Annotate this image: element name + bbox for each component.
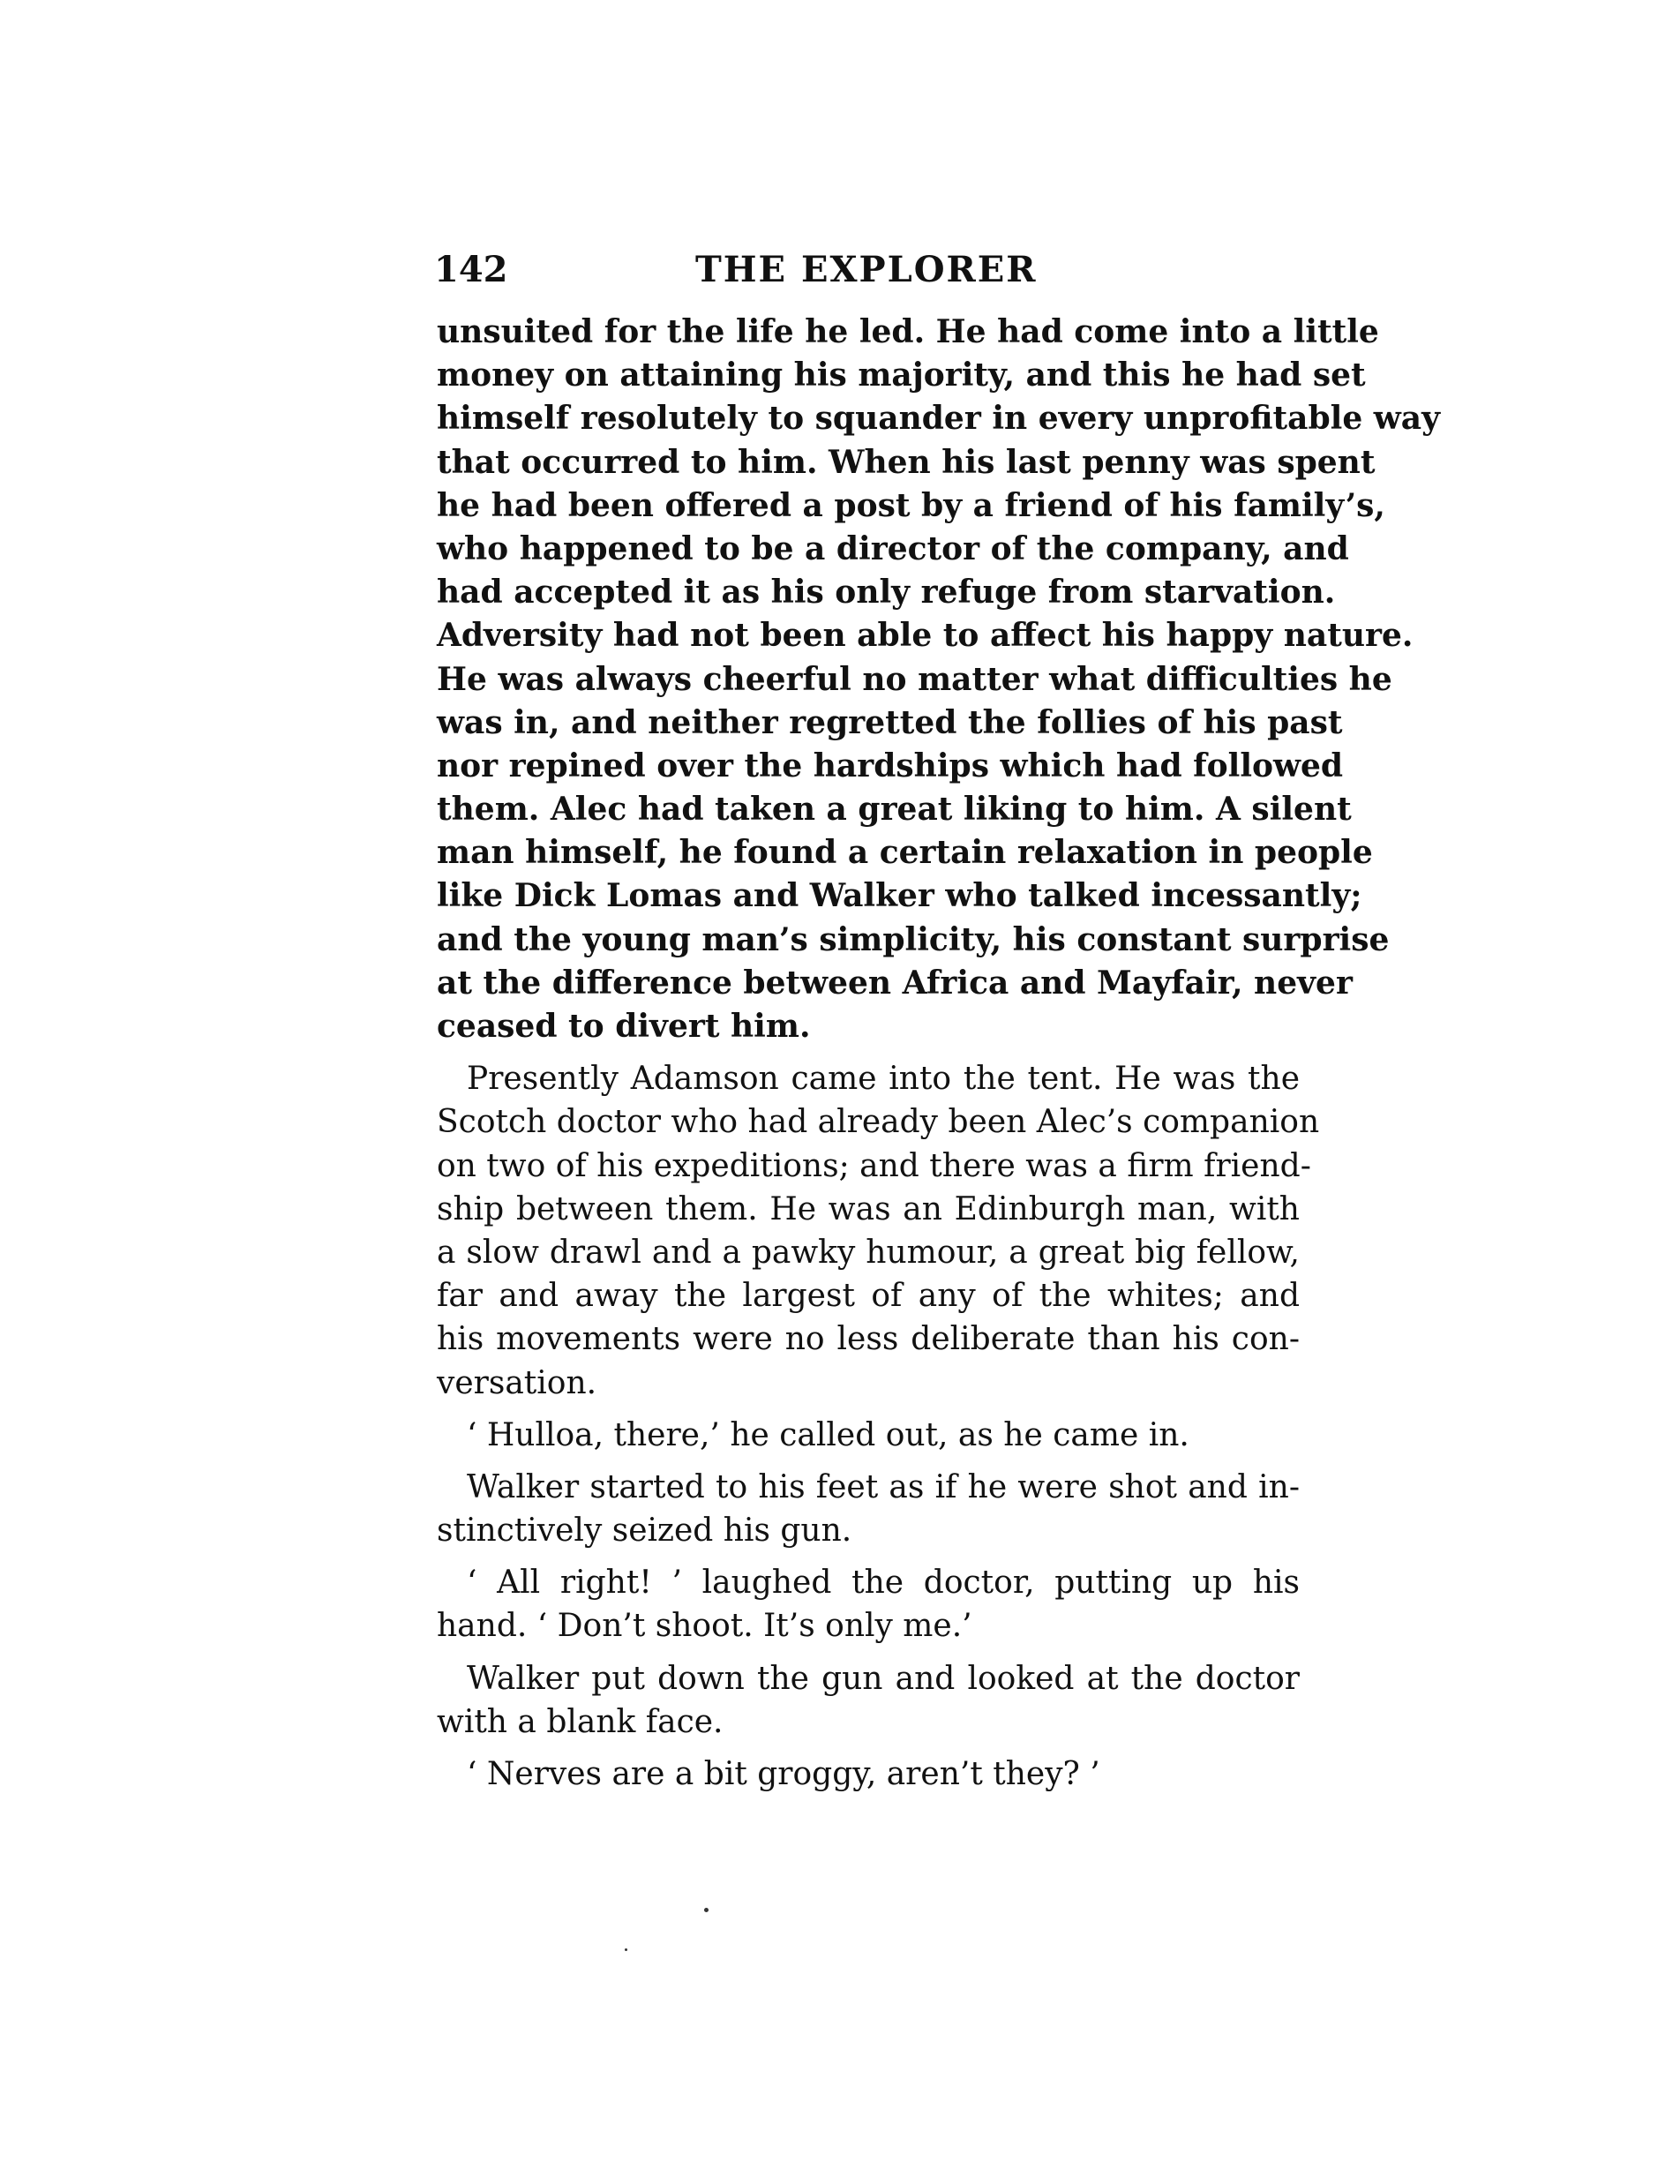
text-line: man himself, he found a certain relaxation in people <box>437 834 1373 872</box>
text-line: Presently Adamson came into the tent. He was the <box>467 1061 1300 1098</box>
paragraph <box>437 311 1441 1048</box>
page-number: 142 <box>434 249 508 290</box>
paragraph <box>437 1057 1320 1405</box>
paragraph <box>437 1466 1300 1552</box>
text-line: he had been offered a post by a friend of his family’s, <box>437 486 1385 524</box>
body-text <box>437 311 1441 1796</box>
text-line: a slow drawl and a pawky humour, a great big fellow, <box>437 1234 1300 1271</box>
print-speck <box>625 1948 627 1951</box>
text-line: ‘ Hulloa, there,’ he called out, as he came in. <box>467 1416 1189 1453</box>
text-line: and the young man’s simplicity, his constant surprise <box>437 920 1390 958</box>
text-line: Walker put down the gun and looked at the doctor <box>467 1660 1300 1697</box>
text-line: unsuited for the life he led. He had come into a little <box>437 313 1379 350</box>
text-line: like Dick Lomas and Walker who talked incessantly; <box>437 877 1362 915</box>
text-line: far and away the largest of any of the whites; and <box>437 1278 1300 1315</box>
paragraph <box>437 1752 1300 1796</box>
paragraph-gap <box>437 1405 1300 1414</box>
text-line: versation. <box>437 1364 597 1401</box>
text-line: was in, and neither regretted the follies of his past <box>437 703 1343 741</box>
text-line: He was always cheerful no matter what difficulties he <box>437 660 1392 698</box>
text-line: ‘ All right! ’ laughed the doctor, putting up his <box>467 1565 1300 1602</box>
text-line: had accepted it as his only refuge from starvation. <box>437 574 1336 612</box>
text-line: ship between them. He was an Edinburgh man, with <box>437 1190 1300 1227</box>
text-line: that occurred to him. When his last penny was spent <box>437 443 1376 481</box>
paragraph <box>437 1657 1300 1744</box>
text-line: Scotch doctor who had already been Alec’s companion <box>437 1104 1320 1141</box>
text-line: them. Alec had taken a great liking to him. A silent <box>437 791 1352 829</box>
text-line: money on attaining his majority, and this he had set <box>437 356 1366 394</box>
text-line: hand. ‘ Don’t shoot. It’s only me.’ <box>437 1608 972 1645</box>
paragraph-gap <box>437 1457 1300 1466</box>
text-line: at the difference between Africa and Mayfair, never <box>437 964 1353 1002</box>
print-speck <box>704 1908 709 1912</box>
text-line: ‘ Nerves are a bit groggy, aren’t they? ’ <box>467 1756 1100 1792</box>
text-line: his movements were no less deliberate than his con- <box>437 1321 1300 1358</box>
paragraph-gap <box>437 1048 1300 1057</box>
paragraph <box>437 1561 1300 1647</box>
paragraph-gap <box>437 1744 1300 1752</box>
running-head <box>434 240 1316 302</box>
paragraph-gap <box>437 1648 1300 1657</box>
text-line: nor repined over the hardships which had followed <box>437 747 1344 784</box>
text-line: with a blank face. <box>437 1703 724 1740</box>
text-line: on two of his expeditions; and there was a firm friend- <box>437 1147 1311 1184</box>
text-line: who happened to be a director of the company, and <box>437 529 1349 567</box>
text-line: himself resolutely to squander in every unprofitable way <box>437 400 1441 438</box>
text-line: ceased to divert him. <box>437 1008 811 1045</box>
text-line: Adversity had not been able to affect his happy nature. <box>437 617 1414 655</box>
text-line: Walker started to his feet as if he were shot and in- <box>467 1468 1300 1505</box>
text-line: stinctively seized his gun. <box>437 1512 852 1550</box>
running-title: THE EXPLORER <box>695 249 1038 290</box>
paragraph-gap <box>437 1552 1300 1561</box>
paragraph <box>437 1414 1300 1457</box>
